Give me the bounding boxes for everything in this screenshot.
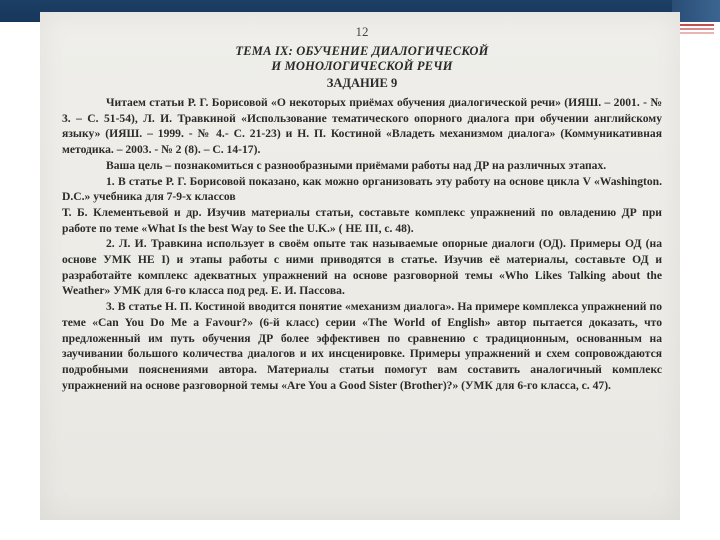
paragraph-item2: 2. Л. И. Травкина использует в своём опыте так называемые опорные диалоги (ОД). Примеры ОД (на основе УМК НЕ I) и этапы работы с ними приводятся в статье. Изучив её материалы, составьте ОД и разработайте комплекс адекватных упражнений на основе разговорной темы «Who Likes Talking about the Weather» УМК для 6-го класса под ред. Е. И. Пассова. xyxy=(62,237,662,298)
paragraph-sources: Читаем статьи Р. Г. Борисовой «О некоторых приёмах обучения диалогической речи» (ИЯШ. – 2001. - № 3. – С. 51-54), Л. И. Травкиной «Использование тематического опорного диалога при обучении английскому языку» (ИЯШ. – 1999. - № 4.- С. 21-23) и Н. П. Костиной «Владеть механизмом диалога» (Коммуникативная методика. – 2003. - № 2 (8). – С. 14-17). xyxy=(62,96,662,157)
slide-decor-stripes xyxy=(680,24,714,36)
paragraph-item1-cont: Т. Б. Клементьевой и др. Изучив материалы статьи, составьте комплекс упражнений по овладению ДР при работе по теме «What Is the best Way to See the U.K.» ( HE III, c. 48). xyxy=(62,205,662,235)
page-text xyxy=(62,24,662,393)
page-number: 12 xyxy=(355,24,369,39)
paragraph-item1: 1. В статье Р. Г. Борисовой показано, как можно организовать эту работу на основе цикла V «Washington. D.C.» учебника для 7-9-х классов xyxy=(62,174,662,204)
paragraph-goal: Ваша цель – познакомиться с разнообразными приёмами работы над ДР на различных этапах. xyxy=(106,158,607,172)
topic-title-line2: И МОНОЛОГИЧЕСКОЙ РЕЧИ xyxy=(271,59,453,73)
scanned-page xyxy=(40,12,680,520)
paragraph-item3: 3. В статье Н. П. Костиной вводится понятие «механизм диалога». На примере комплекса упражнений по теме «Can You Do Me a Favour?» (6-й класс) серии «The World of English» автор пытается доказать, что предложенный им путь обучения ДР более эффективен по сравнению с традиционным, основанным на заучивании большого количества диалогов и их инсценировке. Примеры упражнений и схем сопровождаются подробными пояснениями автора. Материалы статьи помогут вам составить аналогичный комплекс упражнений на основе разговорной темы «Are You a Good Sister (Brother)?» (УМК для 6-го класса, с. 47). xyxy=(62,300,662,392)
task-title: ЗАДАНИЕ 9 xyxy=(326,76,398,90)
topic-title-line1: ТЕМА IX: ОБУЧЕНИЕ ДИАЛОГИЧЕСКОЙ xyxy=(235,44,489,58)
